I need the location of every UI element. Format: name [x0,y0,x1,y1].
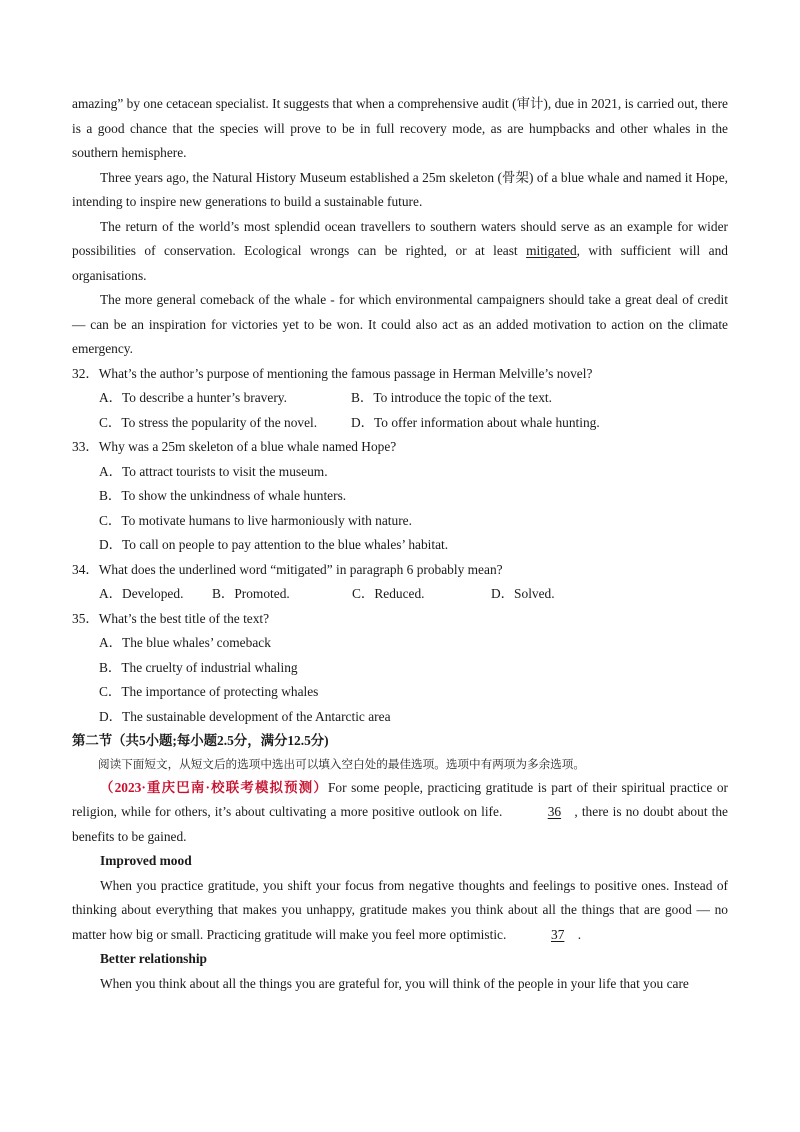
section-title: 第二节（共5小题;每小题2.5分，满分12.5分) [72,733,329,748]
passage-paragraph [72,215,728,289]
question-stem: 35．What’s the best title of the text? [72,610,270,626]
paragraph-text: , with sufficient will and organisations. [72,243,728,283]
options-row [72,582,728,607]
option-b: B．The cruelty of industrial whaling [99,659,298,675]
question-stem: 34．What does the underlined word “mitigated” in paragraph 6 probably mean? [72,561,503,577]
option-a: A．To describe a hunter’s bravery. [99,390,287,405]
option-b: B．To introduce the topic of the text. [351,390,552,405]
blank-37: 37 [551,926,565,942]
option-d: D．To call on people to pay attention to the blue whales’ habitat. [99,537,449,552]
passage-paragraph: The more general comeback of the whale - for which environmental campaigners should take a great deal of credit — can be an inspiration for victories yet to be won. It could also act as an added motivation to action on the climate emergency. [72,292,728,356]
paragraph-text: When you practice gratitude, you shift your focus from negative thoughts and feelings to positive ones. Instead of thinking about everything that makes you unhappy, gratitude makes you think about all the things that are good — no matter how big or small. Practicing gratitude will make you feel more optimistic. [72,877,728,942]
option-a: A．The blue whales’ comeback [99,635,271,650]
passage-paragraph [72,776,728,850]
option-c: C．To stress the popularity of the novel. [99,414,318,430]
page-content [72,92,728,996]
subheading: Better relationship [100,951,207,966]
passage-paragraph: amazing” by one cetacean specialist. It suggests that when a comprehensive audit (审计), due in 2021, is carried out, there is a good chance that the species will prove to be in full recovery mode, as are humpbacks and other whales in the southern hemisphere. [72,96,728,160]
option-b: B．Promoted. [212,586,290,601]
option-c: C．To motivate humans to live harmoniously with nature. [99,512,412,528]
passage-paragraph: Three years ago, the Natural History Museum established a 25m skeleton (骨架) of a blue whale and named it Hope, intending to inspire new generations to build a sustainable future. [72,169,728,209]
blank-36: 36 [547,804,562,819]
option-d: D．Solved. [491,586,555,601]
passage-paragraph [72,874,728,948]
option-c: C．Reduced. [352,586,425,601]
paragraph-text: The return of the world’s most splendid ocean travellers to southern waters should serve as an example for wider possibilities of conservation. Ecological wrongs can be righted, or at least [72,218,728,258]
paragraph-text: . [577,926,582,942]
option-a: A．Developed. [99,586,184,601]
section-instruction: 阅读下面短文，从短文后的选项中选出可以填入空白处的最佳选项。选项中有两项为多余选项。 [98,757,585,771]
option-d: D．To offer information about whale hunting. [351,414,600,430]
option-b: B．To show the unkindness of whale hunters. [99,488,347,503]
paragraph-text: , there is no doubt about the benefits to be gained. [72,804,728,844]
question-stem: 32．What’s the author’s purpose of mentioning the famous passage in Herman Melville’s novel? [72,365,593,381]
option-d: D．The sustainable development of the Antarctic area [99,708,391,724]
paragraph-text: For some people, practicing gratitude is part of their spiritual practice or religion, while for others, it’s about cultivating a more positive outlook on life. [72,779,729,819]
option-a: A．To attract tourists to visit the museum. [99,463,328,479]
options-grid [72,386,728,435]
subheading: Improved mood [100,853,192,868]
source-tag: （2023·重庆巴南·校联考模拟预测） [100,779,328,795]
option-c: C．The importance of protecting whales [99,684,319,699]
question-stem: 33．Why was a 25m skeleton of a blue whale named Hope? [72,439,397,454]
underlined-word-mitigated: mitigated [526,243,577,258]
passage-paragraph: When you think about all the things you are grateful for, you will think of the people in your life that you care [100,975,689,991]
